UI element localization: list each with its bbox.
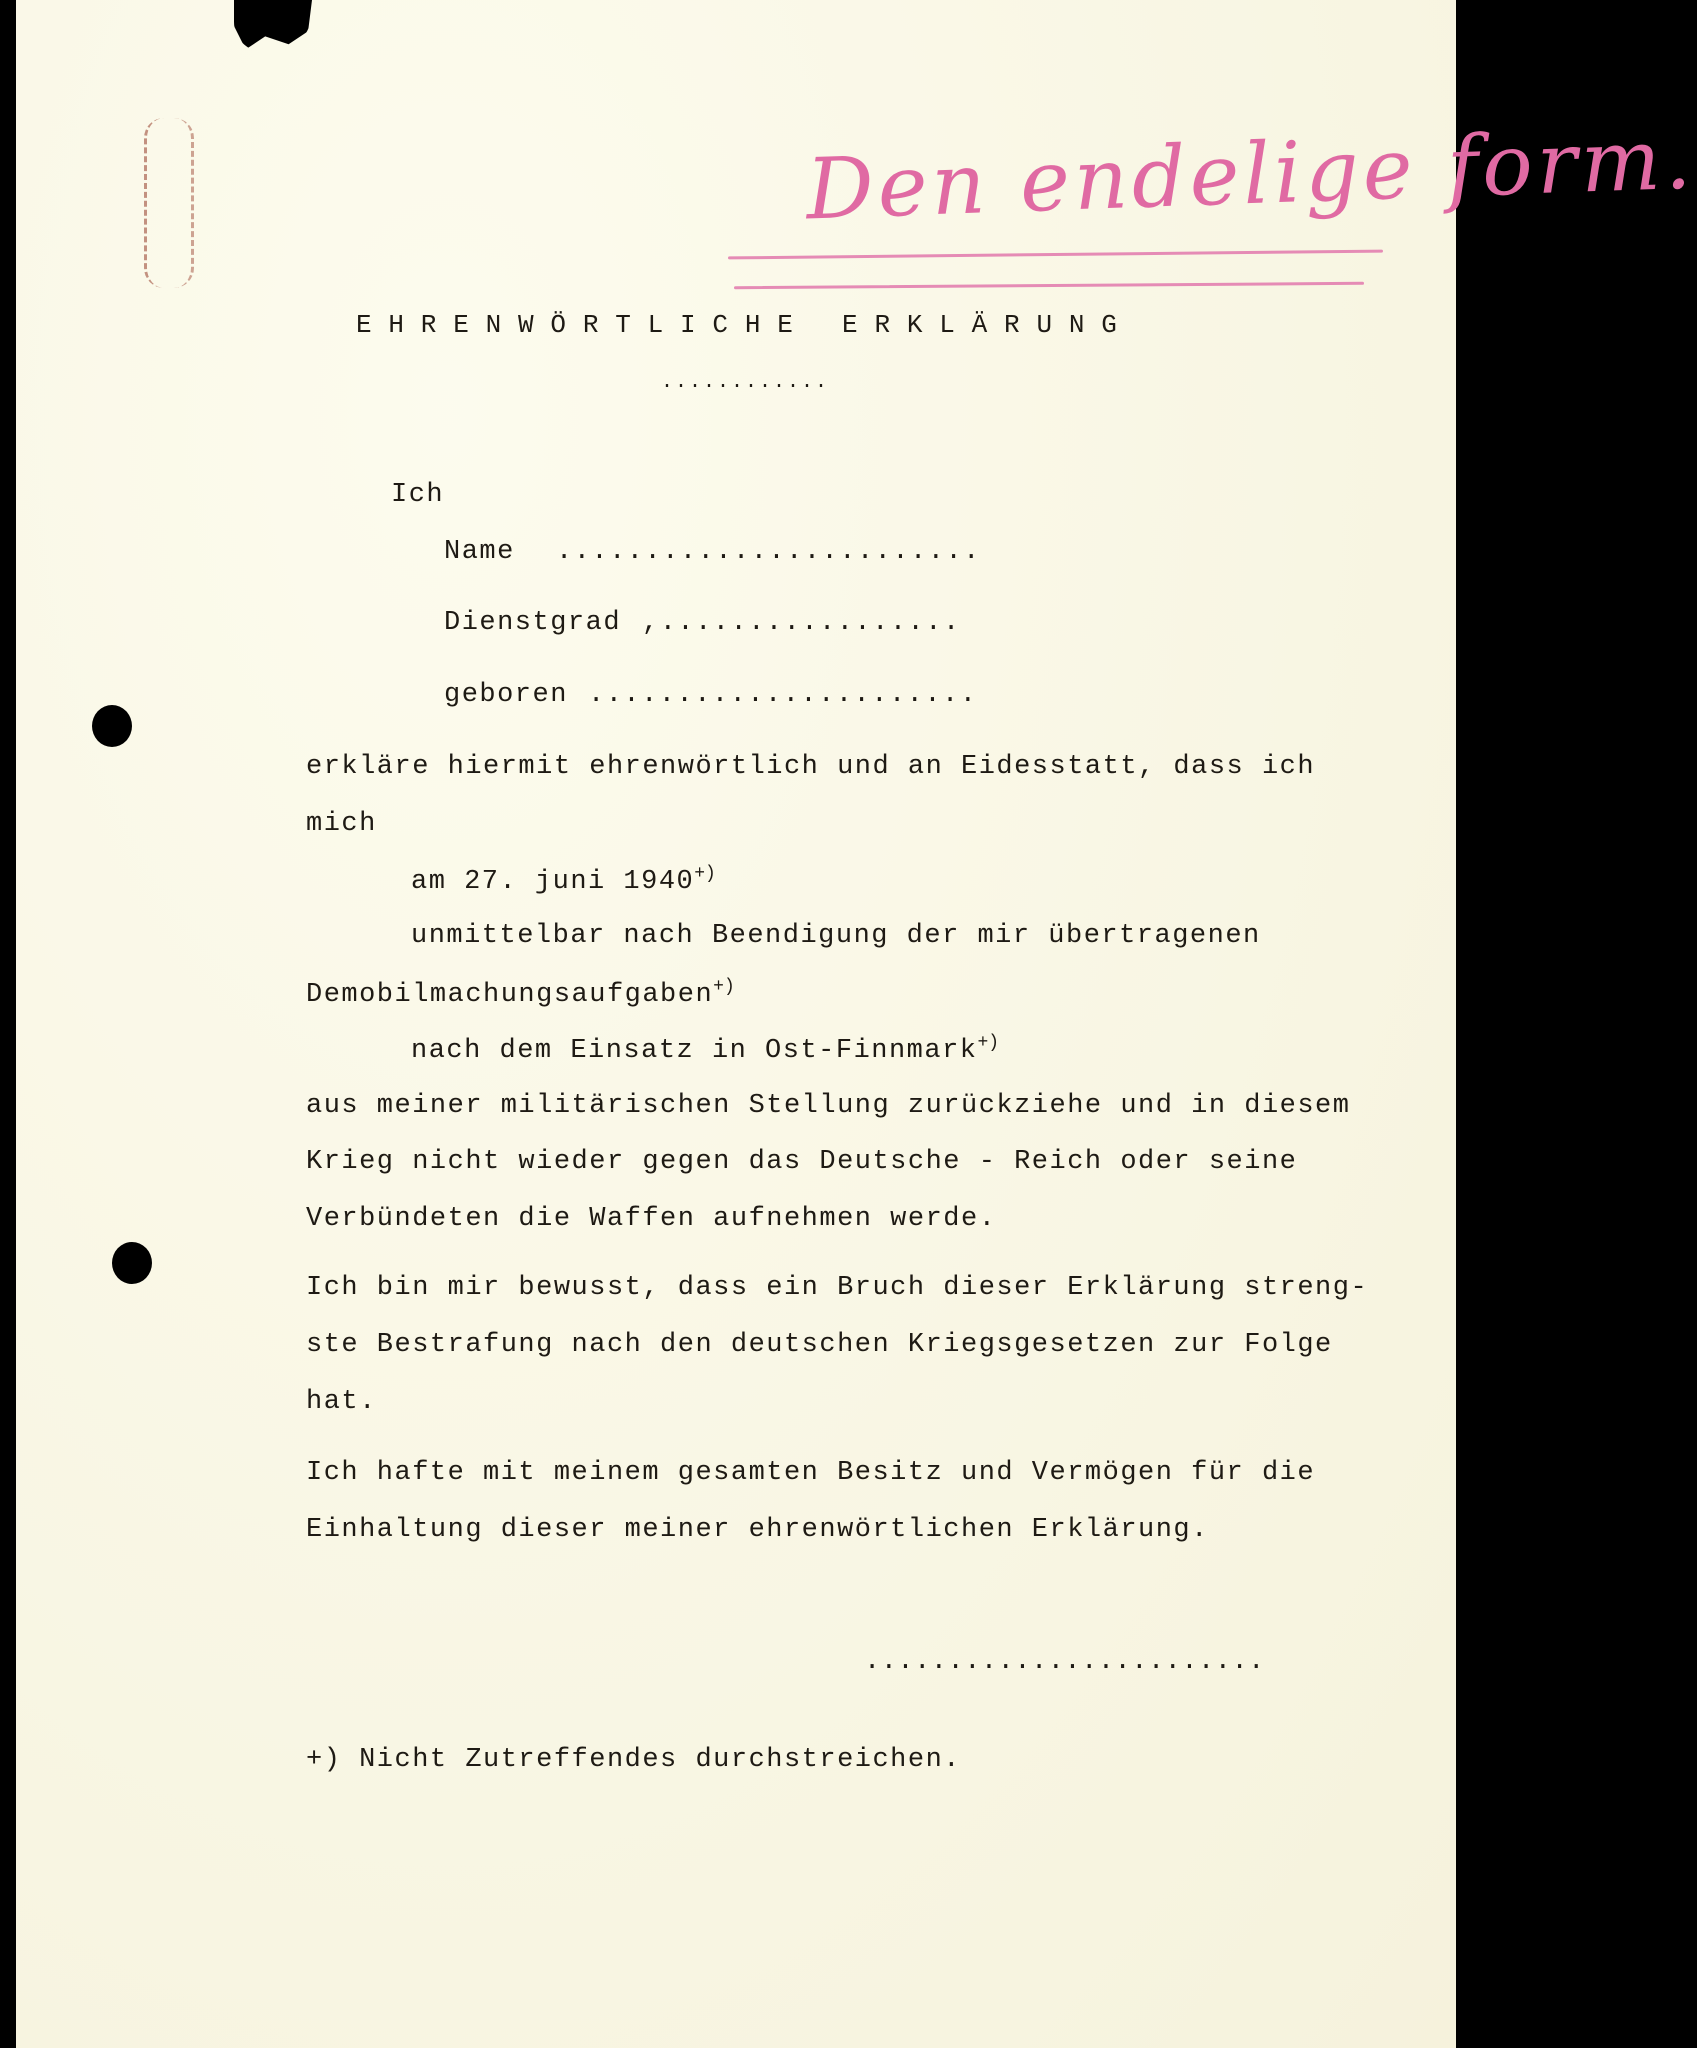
option-finnmark <box>411 1033 999 1066</box>
option-demobilization-line-1: unmittelbar nach Beendigung der mir übertragenen <box>411 921 1261 951</box>
document-page <box>16 0 1697 2048</box>
rank-field-dots: ,................. <box>642 608 961 638</box>
document-title: EHRENWÖRTLICHE ERKLÄRUNG <box>356 310 1134 340</box>
paragraph-1-line-2: mich <box>306 809 377 839</box>
punch-hole-bottom <box>112 1242 152 1284</box>
signature-line: ........................ <box>864 1647 1265 1677</box>
paragraph-1-line-5: Verbündeten die Waffen aufnehmen werde. <box>306 1204 997 1234</box>
intro-text: Ich <box>391 480 445 510</box>
paragraph-2-line-3: hat. <box>306 1387 377 1417</box>
handwritten-note: Den endelige form. <box>804 109 1697 239</box>
option-finnmark-text: nach dem Einsatz in Ost-Finnmark <box>411 1036 978 1066</box>
paragraph-3-line-2: Einhaltung dieser meiner ehrenwörtlichen Erklärung. <box>306 1515 1209 1545</box>
option-demobilization-line-2: Demobilmachungsaufgaben <box>306 980 714 1010</box>
footnote: +) Nicht Zutreffendes durchstreichen. <box>306 1745 961 1775</box>
option-demobilization <box>306 977 735 1010</box>
handwritten-underline-1 <box>728 250 1383 260</box>
torn-corner <box>234 0 312 52</box>
paragraph-3-line-1: Ich hafte mit meinem gesamten Besitz und Vermögen für die <box>306 1458 1316 1488</box>
option-marker: +) <box>977 1033 1000 1053</box>
born-label: geboren <box>444 680 568 710</box>
paperclip-mark <box>144 118 194 288</box>
name-label: Name <box>444 537 515 567</box>
paragraph-1-line-3: aus meiner militärischen Stellung zurückziehe und in diesem <box>306 1091 1351 1121</box>
paragraph-1-line-1: erkläre hiermit ehrenwörtlich und an Eidesstatt, dass ich <box>306 752 1316 782</box>
option-date-text: am 27. juni 1940 <box>411 867 695 897</box>
paragraph-2-line-2: ste Bestrafung nach den deutschen Kriegsgesetzen zur Folge <box>306 1330 1333 1360</box>
born-field-dots: ...................... <box>588 680 978 710</box>
punch-hole-top <box>92 705 132 747</box>
handwritten-underline-2 <box>734 282 1364 289</box>
paragraph-1-line-4: Krieg nicht wieder gegen das Deutsche - Reich oder seine <box>306 1147 1298 1177</box>
rank-label: Dienstgrad <box>444 608 622 638</box>
option-marker: +) <box>694 864 716 884</box>
option-marker: +) <box>713 977 735 997</box>
option-date <box>411 864 716 897</box>
paragraph-2-line-1: Ich bin mir bewusst, dass ein Bruch dieser Erklärung streng- <box>306 1273 1369 1303</box>
name-field-dots: ........................ <box>556 537 981 567</box>
title-dots: ............ <box>661 371 830 394</box>
